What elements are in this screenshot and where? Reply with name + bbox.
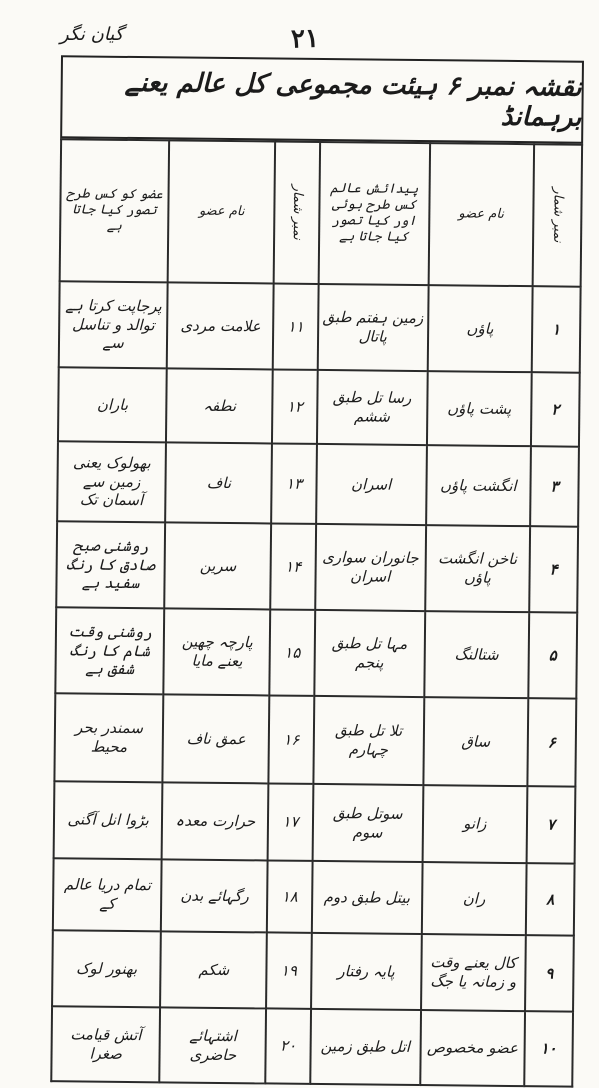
world-correspondence-2: بڑوا انل آگنی — [54, 781, 163, 859]
row-number: ۵ — [528, 612, 577, 698]
world-correspondence-2: روشنی صبح صادق کا رنگ سفید ہے — [56, 521, 165, 608]
row-number: ۱ — [532, 286, 581, 372]
table-row — [51, 1006, 573, 1086]
row-number-2: ۱۲ — [272, 369, 317, 443]
row-number-2: ۲۰ — [266, 1008, 311, 1083]
row-number: ۳ — [530, 446, 579, 526]
table-row — [53, 858, 575, 935]
world-correspondence-2: تمام دریا عالم کے — [53, 858, 162, 931]
organ-name-2: حرارت معدہ — [162, 782, 269, 860]
world-correspondence: سوتل طبق سوم — [312, 784, 423, 862]
header-row — [60, 139, 582, 286]
world-correspondence: اتل طبق زمین — [310, 1009, 421, 1085]
table-row — [56, 521, 578, 612]
organ-name: ساق — [423, 697, 528, 786]
world-correspondence: زمین ہفتم طبق پاتال — [317, 284, 428, 371]
row-number-2: ۱۷ — [268, 783, 313, 860]
row-number: ۷ — [527, 786, 576, 863]
table-row — [54, 693, 576, 786]
row-number-2: ۱۶ — [269, 695, 314, 783]
header-serial: نمبر شمار — [533, 144, 583, 286]
row-number: ۴ — [529, 526, 578, 612]
table-row — [55, 607, 577, 698]
header-world-2: عضو کو کس طرح تصور کیا جاتا ہے — [60, 139, 170, 282]
row-number-2: ۱۸ — [267, 860, 312, 932]
row-number: ۶ — [527, 698, 576, 786]
organ-name: کال یعنے وقت و زمانہ یا جگ — [421, 934, 526, 1011]
organ-name-2: علامت مردی — [167, 282, 274, 369]
world-correspondence: مہا تل طبق پنجم — [314, 610, 425, 697]
world-correspondence: جانوران سواری اسران — [315, 524, 426, 611]
world-correspondence-2: بھنور لوک — [52, 930, 161, 1007]
row-number: ۹ — [525, 935, 574, 1011]
row-number-2: ۱۳ — [272, 443, 317, 523]
organ-name-2: عمق ناف — [163, 694, 270, 783]
table-row — [59, 281, 581, 372]
row-number-2: ۱۵ — [270, 609, 315, 695]
organ-name: پشت پاؤں — [427, 371, 532, 446]
table-row — [58, 367, 580, 446]
row-number-2: ۱۱ — [273, 283, 318, 369]
world-correspondence-2: بھولوک یعنی زمین سے آسمان تک — [57, 441, 166, 522]
row-number: ۲ — [531, 372, 580, 446]
corner-note: گیان نگر — [60, 24, 124, 45]
organ-name: ران — [422, 862, 527, 935]
organ-name-2: رگہائے بدن — [161, 859, 268, 932]
organ-name-2: سرین — [164, 522, 271, 609]
chart-sheet — [50, 55, 588, 1068]
organ-name-2: شکم — [160, 931, 267, 1008]
world-correspondence: رسا تل طبق ششم — [316, 370, 427, 445]
organ-name: ناخن انگشت پاؤں — [425, 525, 530, 612]
organ-name-2: پارچہ چھین یعنے مایا — [164, 608, 271, 695]
table-row — [52, 930, 574, 1011]
world-correspondence: بیتل طبق دوم — [311, 861, 422, 934]
organ-name: پاؤں — [427, 285, 532, 372]
organ-name: شتالنگ — [424, 611, 529, 698]
table-title: نقشہ نمبر ۶ ہیئت مجموعی کل عالم یعنے برہمانڈ — [60, 55, 584, 143]
organ-name-2: نطفہ — [166, 368, 273, 443]
organ-name-2: ناف — [165, 442, 272, 523]
header-serial-2: نمبر شمار — [274, 141, 320, 283]
table-row — [57, 441, 579, 526]
world-correspondence: تلا تل طبق چہارم — [313, 696, 424, 785]
organ-name: زانو — [422, 785, 527, 863]
header-world: پیدائش عالم کس طرح ہوئی اور کیا تصور کیا جاتا ہے — [318, 142, 430, 285]
header-organ-2: نام عضو — [168, 140, 276, 283]
page-number: ۲۱ — [290, 23, 320, 55]
world-correspondence-2: باران — [58, 367, 167, 442]
row-number-2: ۱۹ — [266, 932, 311, 1008]
header-organ: نام عضو — [428, 143, 534, 286]
organ-name: عضو مخصوص — [420, 1010, 525, 1086]
table-row — [54, 781, 576, 863]
row-number-2: ۱۴ — [271, 523, 316, 609]
row-number: ۸ — [526, 863, 575, 935]
world-correspondence-2: پرجاپت کرتا ہے توالد و تناسل سے — [59, 281, 168, 368]
world-correspondence: اسران — [316, 444, 427, 525]
organ-name-2: اشتہائے حاضری — [160, 1007, 267, 1083]
world-correspondence-2: آتش قیامت صغرا — [51, 1006, 160, 1082]
organ-correspondence-table — [50, 138, 583, 1087]
world-correspondence: پایہ رفتار — [311, 933, 422, 1010]
organ-name: انگشت پاؤں — [426, 445, 531, 526]
row-number: ۱۰ — [524, 1011, 573, 1086]
world-correspondence-2: سمندر بحر محیط — [54, 693, 163, 782]
world-correspondence-2: روشنی وقت شام کا رنگ شفق ہے — [55, 607, 164, 694]
